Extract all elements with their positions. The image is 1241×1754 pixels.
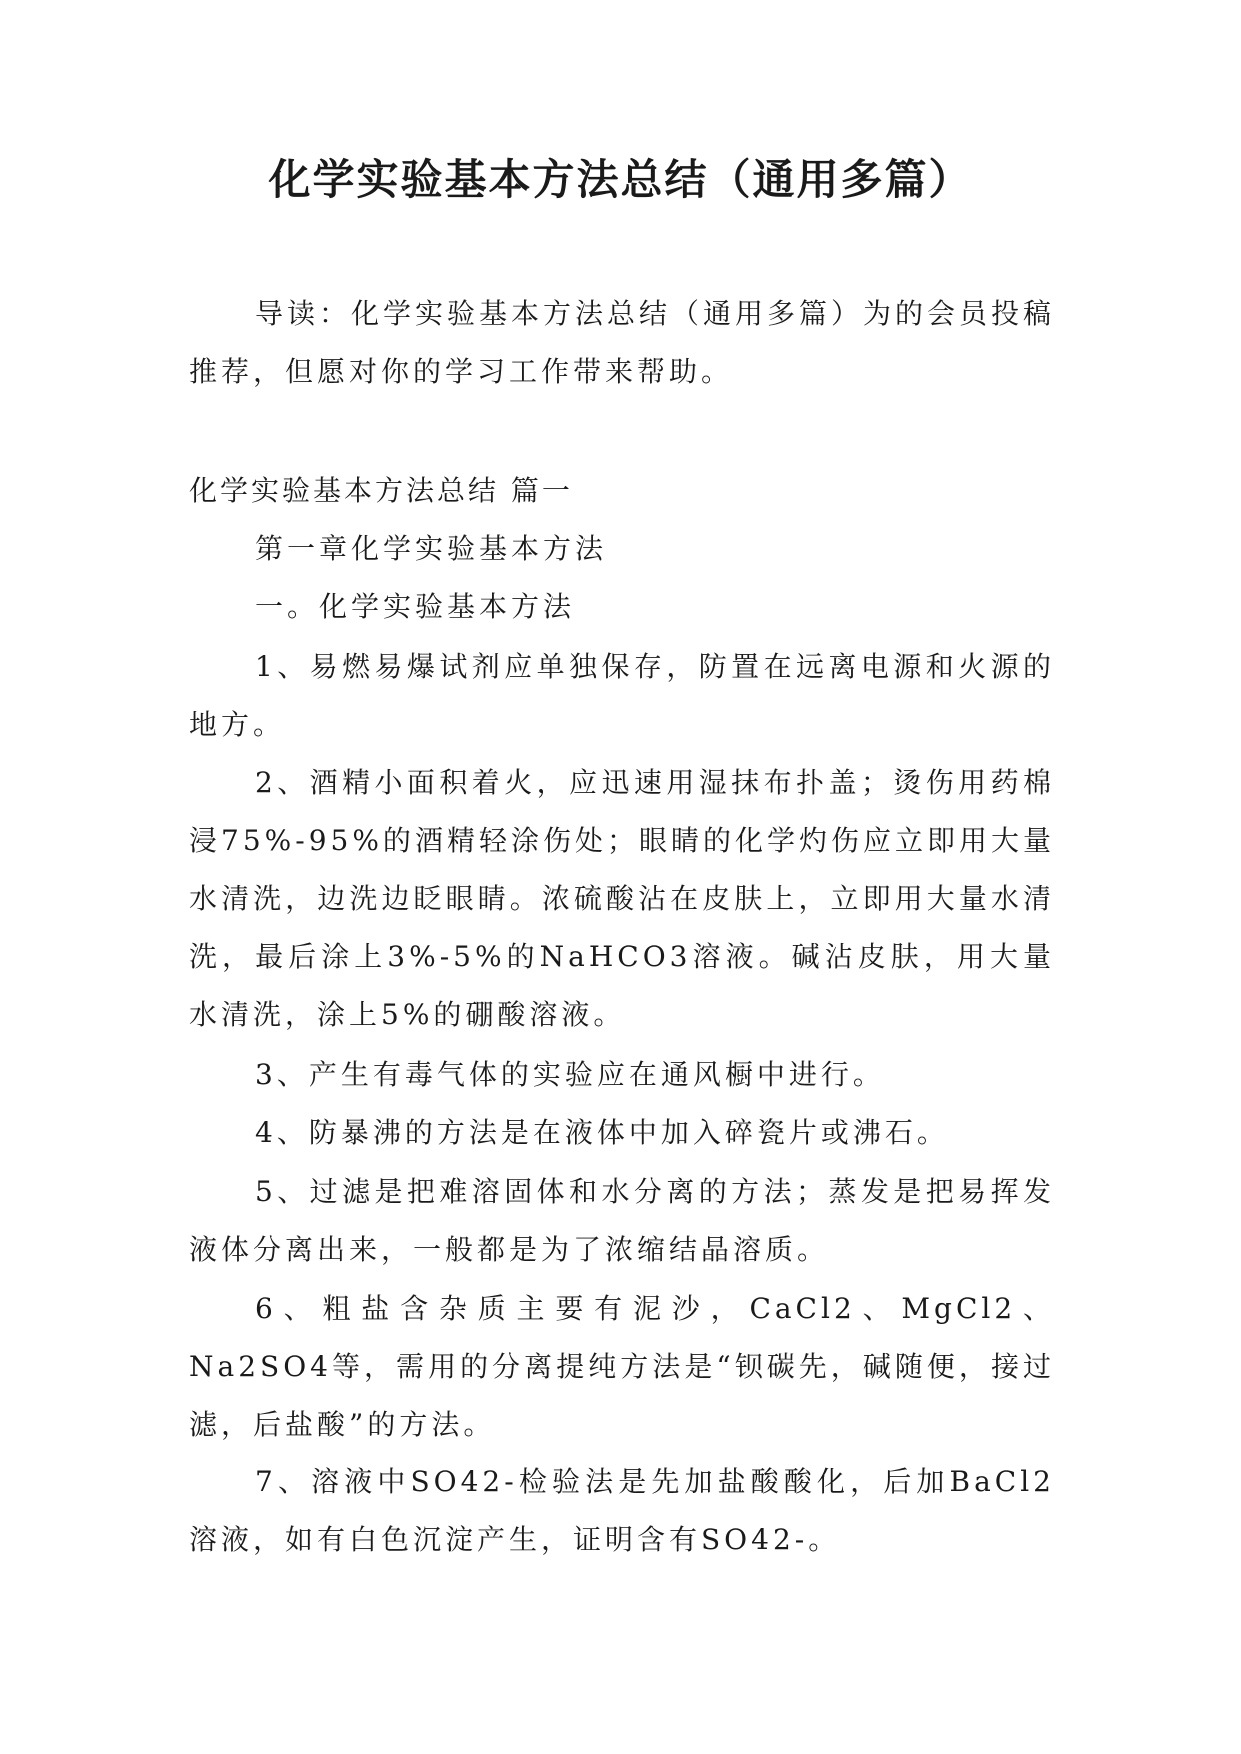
list-item: 7、溶液中SO42-检验法是先加盐酸酸化，后加BaCl2溶液，如有白色沉淀产生，证明含有SO42-。 [189, 1465, 1055, 1556]
list-item: 6、粗盐含杂质主要有泥沙，CaCl2、MgCl2、Na2SO4等，需用的分离提纯方法是“钡碳先，碱随便，接过滤，后盐酸”的方法。 [189, 1292, 1055, 1441]
chapter-heading: 第一章化学实验基本方法 [255, 532, 608, 565]
list-item: 2、酒精小面积着火，应迅速用湿抹布扑盖；烫伤用药棉浸75%-95%的酒精轻涂伤处；眼睛的化学灼伤应立即用大量水清洗，边洗边眨眼睛。浓硫酸沾在皮肤上，立即用大量水清洗，最后涂上3%-5%的NaHCO3溶液。碱沾皮肤，用大量水清洗，涂上5%的硼酸溶液。 [189, 766, 1055, 1031]
list-item: 5、过滤是把难溶固体和水分离的方法；蒸发是把易挥发液体分离出来，一般都是为了浓缩结晶溶质。 [189, 1175, 1055, 1266]
list-item: 1、易燃易爆试剂应单独保存，防置在远离电源和火源的地方。 [189, 650, 1055, 741]
section-heading: 化学实验基本方法总结 篇一 [189, 474, 573, 507]
list-item: 4、防暴沸的方法是在液体中加入碎瓷片或沸石。 [255, 1116, 949, 1149]
intro-paragraph: 导读：化学实验基本方法总结（通用多篇）为的会员投稿推荐，但愿对你的学习工作带来帮助。 [189, 297, 1056, 388]
sub-heading: 一。化学实验基本方法 [255, 590, 576, 623]
list-item: 3、产生有毒气体的实验应在通风橱中进行。 [255, 1058, 885, 1091]
document-title: 化学实验基本方法总结（通用多篇） [268, 155, 973, 204]
